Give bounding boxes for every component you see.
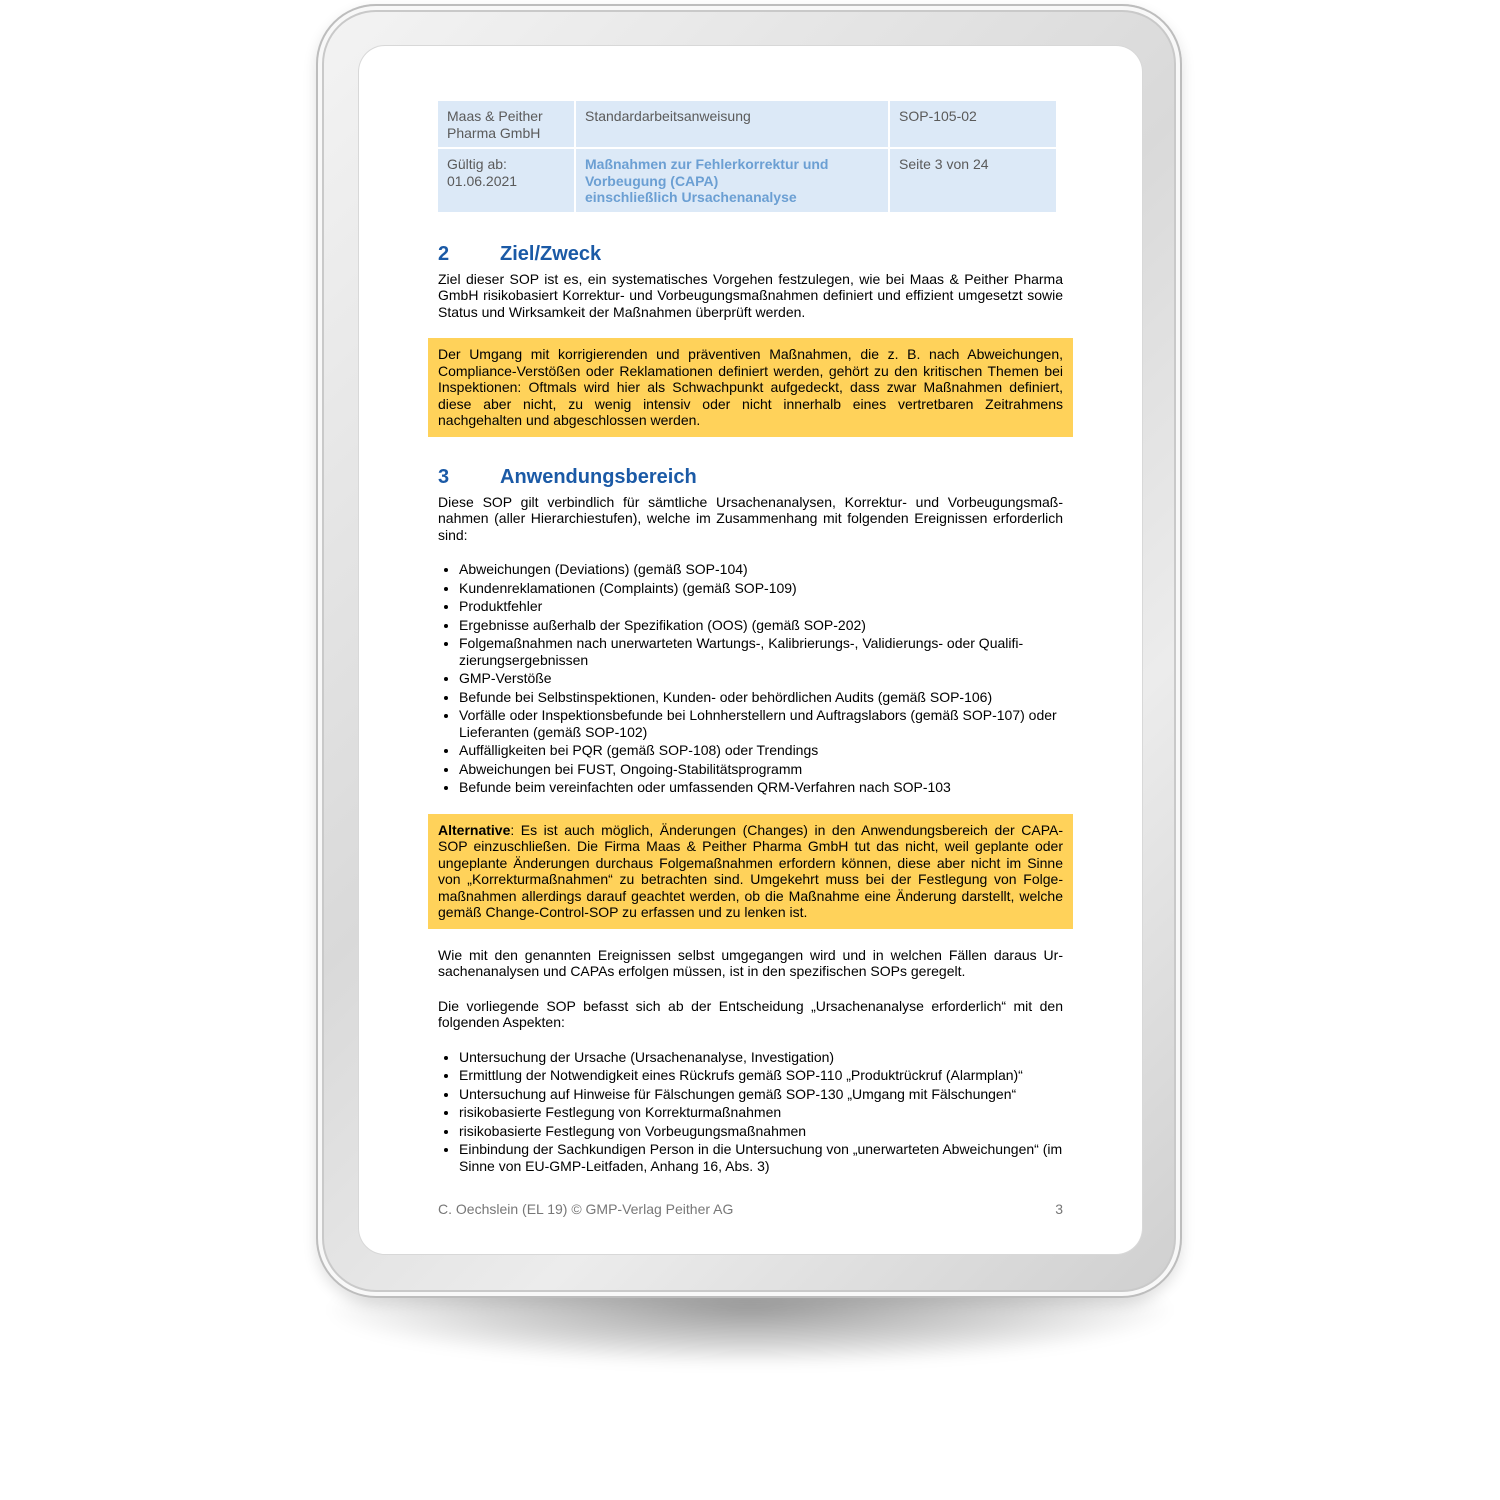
list-item: • risikobasierte Festlegung von Korrekturmaßnahmen	[459, 1104, 1063, 1121]
section-2-note-box	[428, 338, 1073, 437]
footer-page-number: 3	[1055, 1201, 1063, 1217]
list-item: • Untersuchung auf Hinweise für Fälschungen gemäß SOP-130 „Umgang mit Fälschungen“	[459, 1086, 1063, 1103]
section-3-heading	[438, 465, 1063, 489]
alternative-note	[438, 822, 1063, 921]
list-item: • Befunde beim vereinfachten oder umfassenden QRM-Verfahren nach SOP-103	[459, 779, 1063, 796]
valid-from: Gültig ab: 01.06.2021	[438, 149, 574, 212]
section-3-paragraph-1: Wie mit den genannten Ereignissen selbst umgegangen wird und in welchen Fällen daraus Ursachenanalysen und CAPAs erfolgen müssen, ist in den spezifischen SOPs geregelt.	[438, 946, 1063, 979]
section-2-heading	[438, 242, 1063, 266]
events-list	[438, 561, 1063, 796]
section-3-number: 3	[438, 465, 450, 488]
list-item: • Ermittlung der Notwendigkeit eines Rückrufs gemäß SOP-110 „Produktrückruf (Alarmplan)“	[459, 1067, 1063, 1084]
company-name: Maas & Peither Pharma GmbH	[438, 101, 574, 147]
list-item: • Befunde bei Selbstinspektionen, Kunden- oder behördlichen Audits (gemäß SOP-106)	[459, 689, 1063, 706]
section-3-paragraph-2: Die vorliegende SOP befasst sich ab der Entscheidung „Ursachenanalyse erforderlich“ mit den folgenden Aspekten:	[438, 997, 1063, 1030]
list-item: • risikobasierte Festlegung von Vorbeugungsmaßnahmen	[459, 1123, 1063, 1140]
document-title: Maßnahmen zur Fehlerkorrektur und Vorbeugung (CAPA) einschließlich Ursachenanalyse	[576, 149, 888, 212]
document-page	[438, 101, 1063, 1192]
list-item: • Abweichungen (Deviations) (gemäß SOP-104)	[459, 561, 1063, 578]
footer-copyright: C. Oechslein (EL 19) © GMP-Verlag Peither AG	[438, 1201, 734, 1217]
sop-id: SOP-105-02	[890, 101, 1056, 147]
page-info: Seite 3 von 24	[890, 149, 1056, 212]
aspects-list	[438, 1049, 1063, 1175]
list-item: • Folgemaßnahmen nach unerwarteten Wartungs-, Kalibrierungs-, Validierungs- oder Qualifizierungsergebnissen	[459, 635, 1063, 668]
list-item: • Ergebnisse außerhalb der Spezifikation (OOS) (gemäß SOP-202)	[459, 617, 1063, 634]
list-item: • Kundenreklamationen (Complaints) (gemäß SOP-109)	[459, 580, 1063, 597]
alternative-text: : Es ist auch möglich, Änderungen (Changes) in den Anwendungsbereich der CAPA-SOP einzuschließen. Die Firma Maas & Peither Pharma GmbH tut das nicht, weil geplante oder ungeplante Änderungen durchaus Folgemaßnahmen erfordern können, diese aber nicht im Sinne von „Korrekturmaßnahmen“ zu betrachten sind. Umgekehrt muss bei der Festlegung von Folgemaßnahmen allerdings darauf geachtet werden, ob die Maßnahme eine Änderung darstellt, welche gemäß Change-Control-SOP zu erfassen und zu lenken ist.	[438, 821, 1063, 920]
page-footer	[438, 1201, 1063, 1217]
alternative-label: Alternative	[438, 821, 511, 838]
alternative-note-box	[428, 814, 1073, 929]
list-item: • Einbindung der Sachkundigen Person in die Untersuchung von „unerwarteten Abweichungen“ (im Sinne von EU-GMP-Leitfaden, Anhang 16, Abs. 3)	[459, 1141, 1063, 1174]
document-type: Standardarbeitsanweisung	[576, 101, 888, 147]
header-row-2	[438, 149, 1056, 212]
document-header-table	[436, 99, 1058, 214]
section-2-note-text: Der Umgang mit korrigierenden und präventiven Maßnahmen, die z. B. nach Abweichungen, Compliance-Verstößen oder Reklamationen definiert werden, gehört zu den kritischen Themen bei Inspektionen: Oftmals wird hier als Schwachpunkt aufgedeckt, dass zwar Maßnahmen definiert, diese aber nicht, zu wenig intensiv oder nicht innerhalb eines vertretbaren Zeitrahmens nachgehalten und abgeschlossen werden.	[438, 346, 1063, 428]
tablet-screen	[359, 46, 1142, 1254]
section-3-intro: Diese SOP gilt verbindlich für sämtliche Ursachenanalysen, Korrektur- und Vorbeugungsmaßnahmen (aller Hierarchiestufen), welche im Zusammenhang mit folgenden Ereignissen erforderlich sind:	[438, 493, 1063, 543]
section-2-text: Ziel dieser SOP ist es, ein systematisches Vorgehen festzulegen, wie bei Maas & Peither Pharma GmbH risikobasiert Korrektur- und Vorbeugungsmaßnahmen definiert und effizient umgesetzt sowie Status und Wirksamkeit der Maßnahmen überprüft werden.	[438, 270, 1063, 320]
list-item: • Vorfälle oder Inspektionsbefunde bei Lohnherstellern und Auftragslabors (gemäß SOP-107) oder Lieferanten (gemäß SOP-102)	[459, 707, 1063, 740]
section-3-title: Anwendungsbereich	[500, 465, 697, 488]
list-item: • Auffälligkeiten bei PQR (gemäß SOP-108) oder Trendings	[459, 742, 1063, 759]
header-row-1	[438, 101, 1056, 147]
list-item: • GMP-Verstöße	[459, 670, 1063, 687]
list-item: • Untersuchung der Ursache (Ursachenanalyse, Investigation)	[459, 1049, 1063, 1066]
list-item: • Abweichungen bei FUST, Ongoing-Stabilitätsprogramm	[459, 761, 1063, 778]
section-2-number: 2	[438, 242, 450, 265]
list-item: • Produktfehler	[459, 598, 1063, 615]
section-2-title: Ziel/Zweck	[500, 242, 602, 265]
